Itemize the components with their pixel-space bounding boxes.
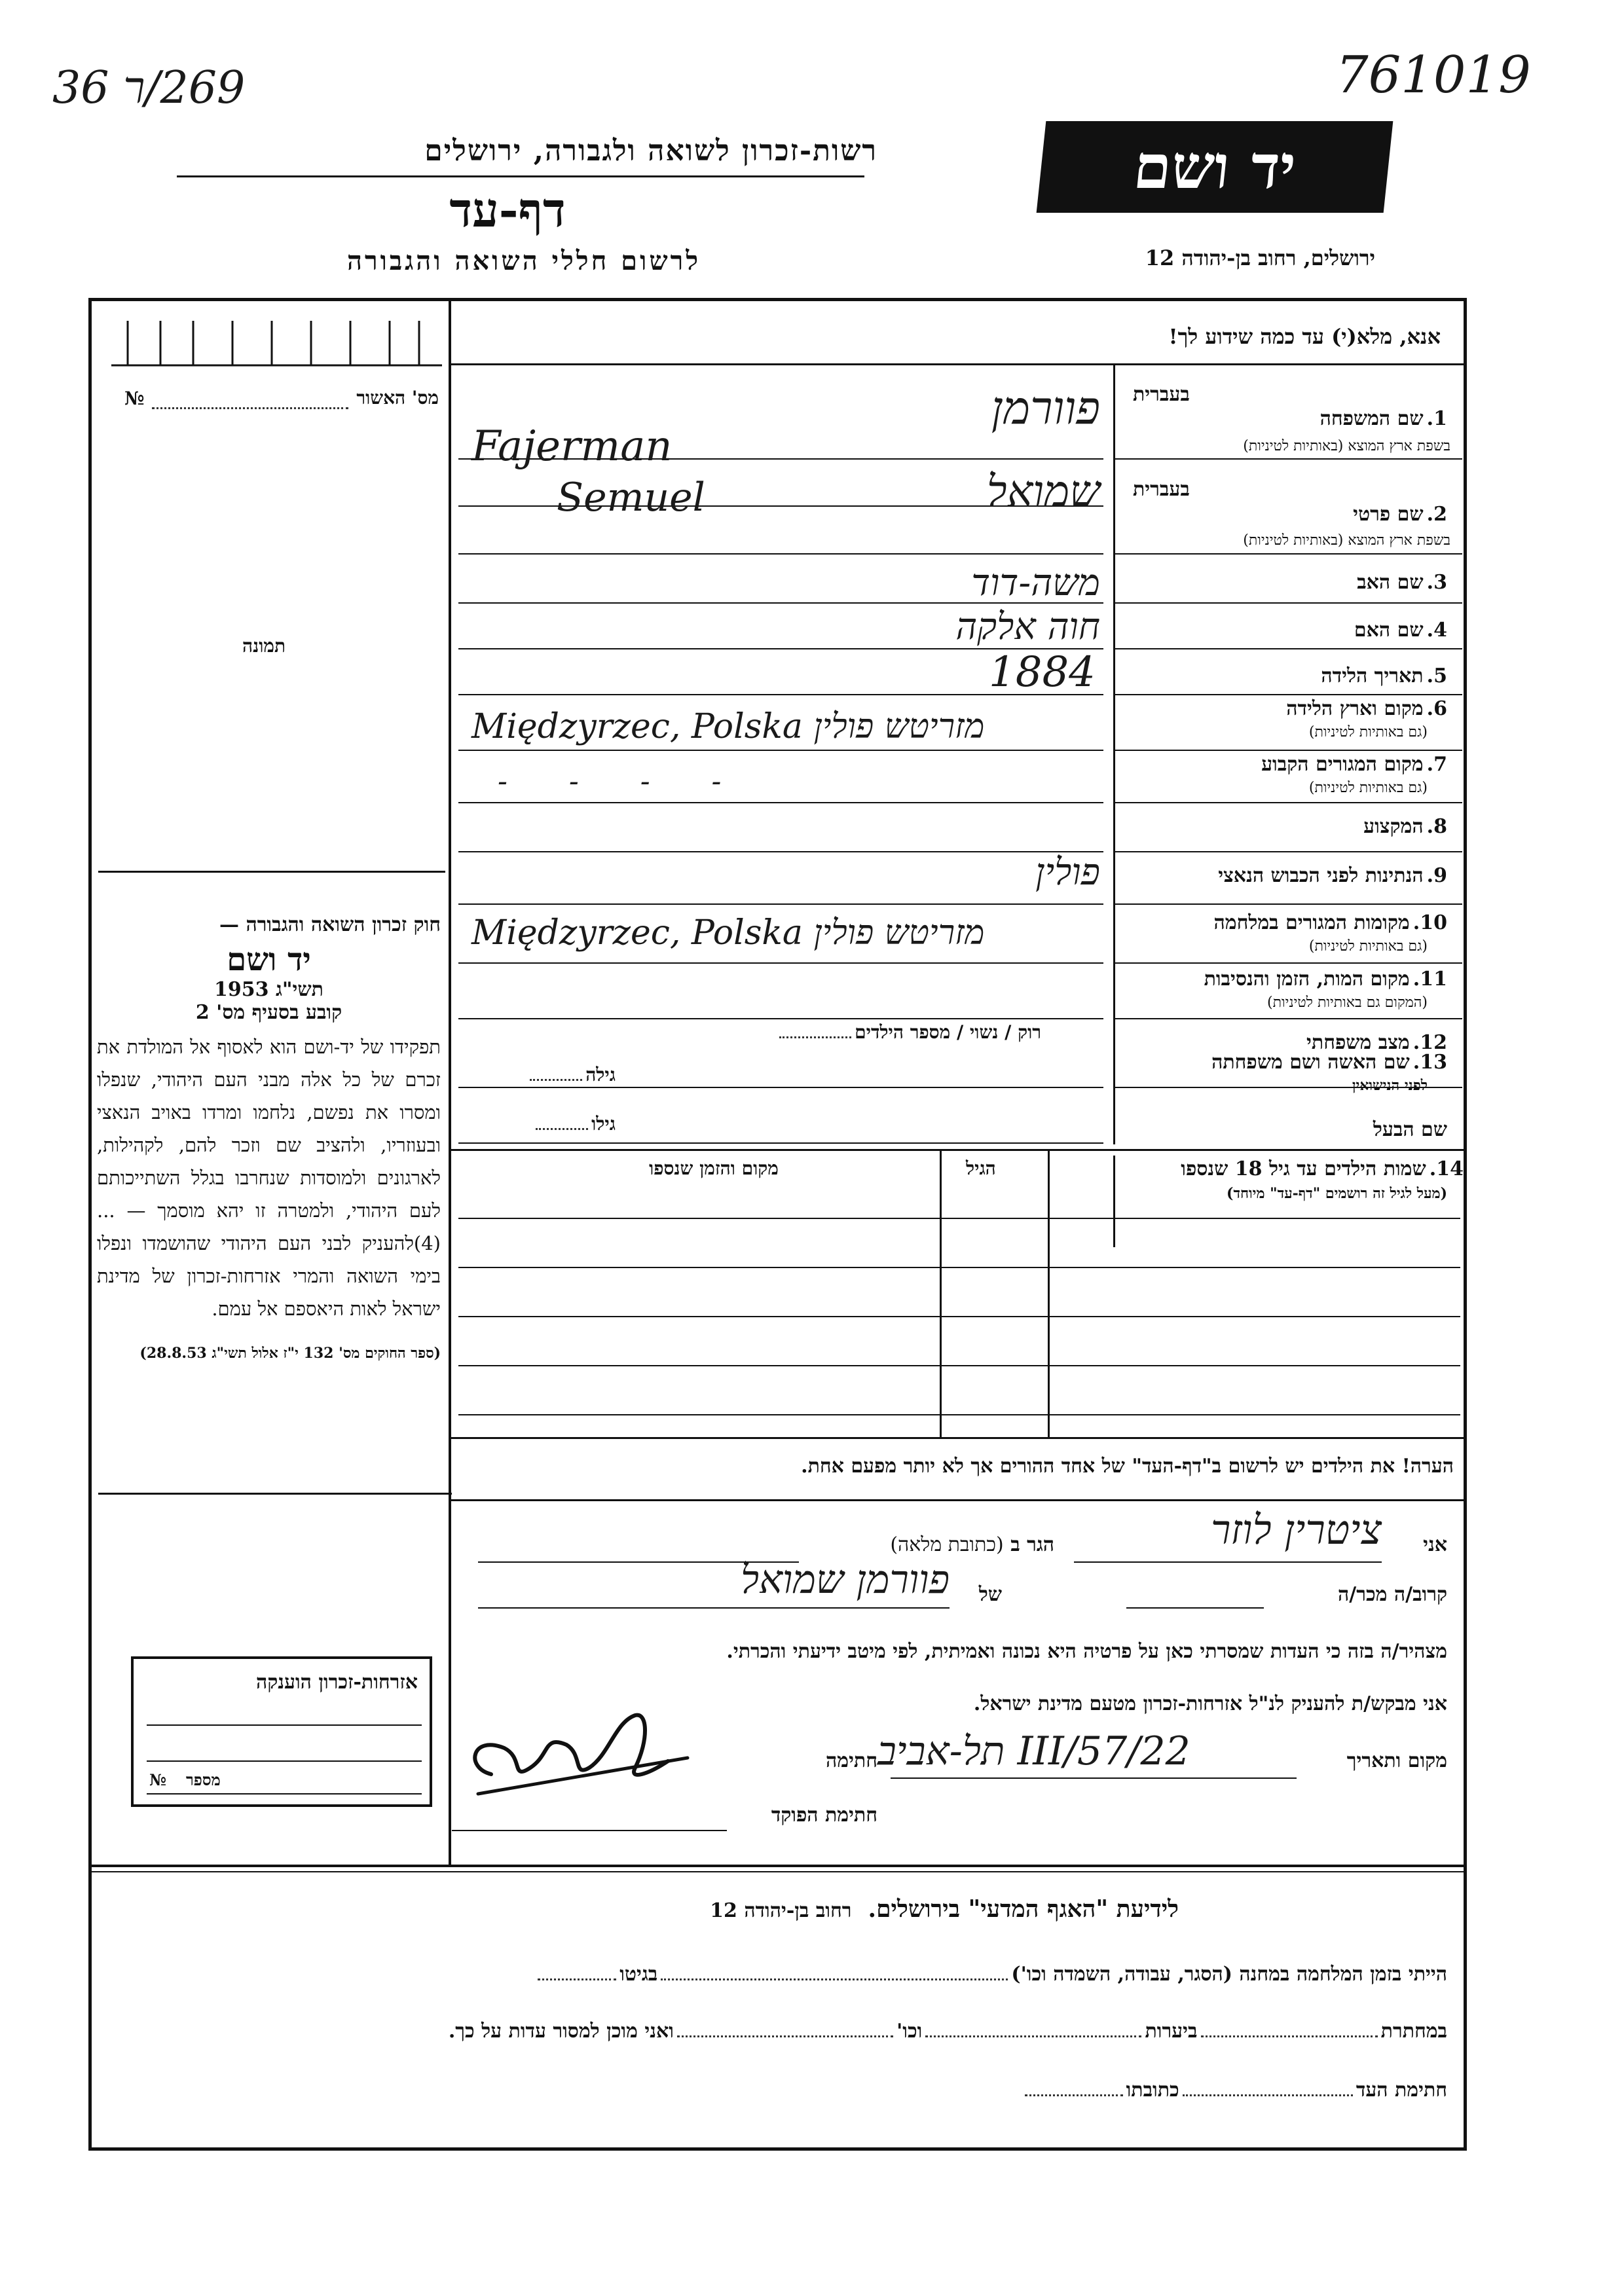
birth-date-value[interactable]: 1884: [989, 648, 1096, 697]
field-10-sub: (גם באותיות לטיניות): [1308, 938, 1428, 955]
birth-place-value[interactable]: Międzyrzec, Polska מזריטש פולין: [471, 707, 985, 746]
place-date-value[interactable]: 22/III/57 תל-אביב: [877, 1728, 1190, 1774]
field-7-label: 7. מקום המגורים הקבוע: [1261, 753, 1447, 776]
wife-age-field[interactable]: גילה: [498, 1064, 616, 1086]
law-name: יד ושם: [227, 941, 311, 978]
handwritten-signature: [452, 1696, 714, 1807]
field-13-sub: לפני הנישואין: [1352, 1077, 1428, 1094]
husband-label: שם הבעל: [1373, 1118, 1447, 1141]
field-6-label: 6. מקום וארץ הלידה: [1286, 697, 1447, 720]
family-name-latin[interactable]: Fajerman: [471, 422, 673, 471]
form-title: דף-עד: [449, 182, 566, 238]
archive-mark: 269/ר 36: [52, 62, 246, 114]
logo-text: יד ושם: [1130, 132, 1299, 202]
field-9-label: 9. הנתינות לפני הכבוש הנאצי: [1218, 864, 1447, 887]
field-6-sub: (גם באותיות לטיניות): [1308, 724, 1428, 740]
marital-status-value[interactable]: רוק / נשוי / מספר הילדים: [655, 1021, 1041, 1044]
of-label: של: [978, 1583, 1002, 1606]
wartime-residence-value[interactable]: Międzyrzec, Polska מזריטש פולין: [471, 913, 985, 953]
law-block: [97, 913, 441, 1362]
citizenship-box-number: מספר: [186, 1770, 221, 1789]
field-11-sub: (המקום גם באותיות לטיניות): [1267, 994, 1428, 1011]
field-2-sub: בשפת ארץ המוצא (באותיות לטיניות): [1243, 532, 1450, 549]
intro-text: אנא, מלא(י) עד כמה שידוע לך!: [1168, 324, 1441, 349]
first-name-hebrew[interactable]: שמואל: [986, 466, 1100, 517]
field-8-label: 8. המקצוע: [1363, 815, 1447, 838]
field-2-tag: בעברית: [1133, 478, 1190, 501]
field-1-tag: בעברית: [1133, 383, 1190, 406]
field-11-label: 11. מקום המות, הזמן והנסיבות: [1204, 968, 1447, 991]
signature-label: חתימה: [826, 1749, 877, 1772]
field-13-label: 13. שם האשה ושם משפחתה: [1211, 1051, 1447, 1074]
family-name-hebrew[interactable]: פוורמן: [991, 381, 1100, 435]
field-12-label: 12. מצב משפחתי: [1306, 1031, 1447, 1054]
header-address: ירושלים, רחוב בן-יהודה 12: [1145, 246, 1375, 270]
residence-value[interactable]: - - - -: [498, 765, 748, 798]
cert-tick-boxes: [111, 314, 442, 367]
nationality-value[interactable]: פולין: [1035, 851, 1100, 894]
field-1-label: 1. שם המשפחה: [1320, 407, 1447, 430]
no-sign: №: [124, 388, 145, 409]
law-title: חוק זכרון השואה והגבורה —: [219, 913, 441, 936]
footer-title-row: לידיעת "האגף המדעי" בירושלים. רחוב בן-יהודה 12: [710, 1895, 1179, 1923]
law-reference: (ספר החוקים מס' 132 י"ז אלול תשי"ג 28.8.53): [139, 1345, 441, 1362]
declaration-statement: מצהיר/ה בזה כי העדות שמסרתי כאן על פרטיה היא נכונה ואמיתית, לפי מיטב ידיעתי והכרתי.: [726, 1640, 1447, 1663]
place-date-label: מקום ותאריך: [1346, 1749, 1447, 1772]
cert-number-label: מס' האשור: [356, 387, 439, 409]
remark: הערה! את הילדים יש לרשום ב"דף-העד" של אחד ההורים אך לא יותר מפעם אחת.: [801, 1455, 1454, 1478]
footer-line-1: הייתי בזמן המלחמה במחנה (הסגר, עבודה, השמדה וכו') בגיטו: [105, 1963, 1447, 1986]
law-clause: קובע בסעיף מס' 2: [195, 1001, 342, 1024]
official-signature-label: חתימת הפוקד: [771, 1804, 877, 1827]
field-10-label: 10. מקומות המגורים במלחמה: [1213, 911, 1447, 934]
relative-label: קרוב/ה מכר/ה: [1338, 1583, 1447, 1606]
husband-age-field[interactable]: גילו: [498, 1113, 616, 1135]
children-note: (מעל לגיל זה רושמים "דף-עד" מיוחד): [1227, 1185, 1447, 1202]
cert-number-row: [98, 383, 439, 409]
citizenship-box: [131, 1656, 432, 1807]
children-col-age: הגיל: [966, 1157, 996, 1179]
mother-name-value[interactable]: חוה אלקה: [955, 606, 1100, 648]
record-number: 761019: [1336, 46, 1531, 105]
cert-number-field[interactable]: [152, 392, 348, 409]
footer-line-3: חתימת העד כתובתו: [950, 2079, 1447, 2102]
footer-line-2: במחתרת ביערות וכו' ואני מוכן למסור עדות על כך.: [448, 2020, 1447, 2043]
field-2-label: 2. שם פרטי: [1353, 503, 1447, 526]
children-col-place: מקום והזמן שנספו: [649, 1157, 779, 1179]
yad-vashem-logo: [1037, 121, 1393, 213]
field-1-sub: בשפת ארץ המוצא (באותיות לטיניות): [1243, 438, 1450, 454]
father-name-value[interactable]: משה-דוד: [971, 562, 1100, 604]
photo-label: תמונה: [242, 635, 286, 657]
residing-label: הגר ב (כתובת מלאה): [890, 1533, 1054, 1556]
declarant-name[interactable]: ציטרין לוזר: [1210, 1506, 1382, 1554]
law-text: תפקידו של יד-ושם הוא לאסוף אל המולדת את זכרם של כל אלה מבני העם היהודי, שנפלו ומסרו את נפשם, נלחמו ומרדו באויב הנאצי ובעוזריו, ולהציב שם וזכר להם, לקהילות, לארגונים ולמוסדות שנחרבו בגלל השתייכותם לעם היהודי, ולמטרה זו יהא מוסמך — ...(4)להעניק לבני העם היהודי שהושמדו ונפלו בימי השואה והמרי אזרחות-זכרון של מדינת ישראל לאות היאספם אל עמם.: [97, 1036, 441, 1320]
citizenship-box-title: אזרחות-זכרון הוענקה: [255, 1671, 418, 1694]
form-subtitle: לרשום חללי השואה והגבורה: [346, 246, 701, 276]
children-title: 14. שמות הילדים עד גיל 18 שנספו: [1181, 1157, 1464, 1180]
citizenship-box-no: №: [149, 1770, 167, 1789]
victim-name-repeat[interactable]: פוורמן שמואל: [740, 1557, 950, 1603]
field-7-sub: (גם באותיות לטיניות): [1308, 780, 1428, 796]
field-5-label: 5. תאריך הלידה: [1321, 665, 1447, 687]
field-4-label: 4. שם האם: [1354, 619, 1447, 642]
declarant-label: אני: [1423, 1533, 1447, 1556]
authority-title: רשות-זכרון לשואה ולגבורה, ירושלים: [424, 134, 877, 168]
first-name-latin[interactable]: Semuel: [557, 475, 705, 520]
law-year: תשי"ג 1953: [214, 978, 323, 1001]
field-3-label: 3. שם האב: [1357, 571, 1447, 594]
declaration-request: אני מבקש/ת להעניק לנ"ל אזרחות-זכרון מטעם מדינת ישראל.: [973, 1692, 1447, 1715]
